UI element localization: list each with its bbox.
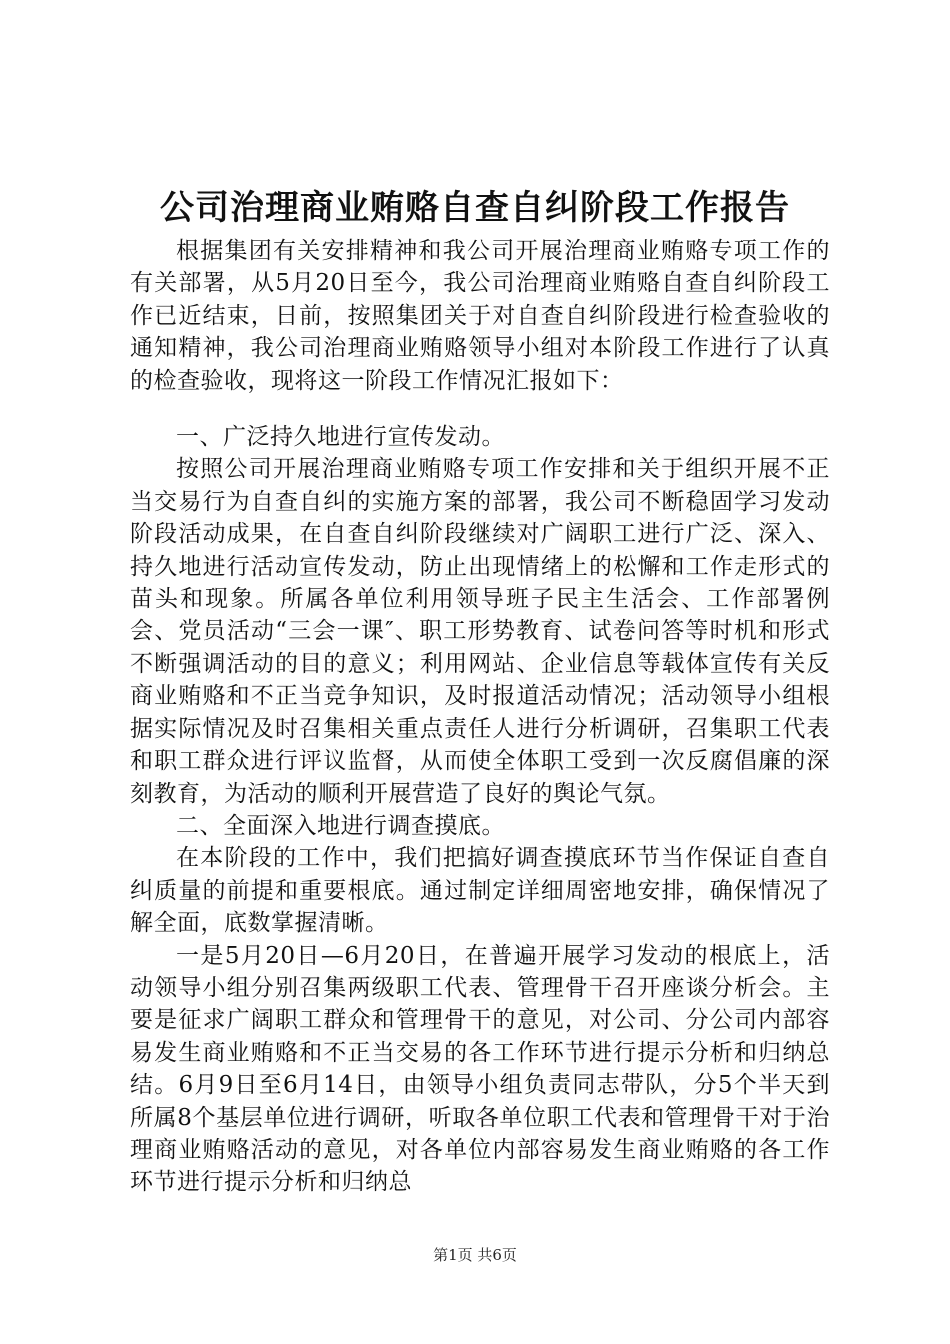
paragraph-publicity: 按照公司开展治理商业贿赂专项工作安排和关于组织开展不正当交易行为自查自纠的实施方案的部署，我公司不断稳固学习发动阶段活动成果，在自查自纠阶段继续对广阔职工进行广泛、深入、持久地进行活动宣传发动，防止出现情绪上的松懈和工作走形式的苗头和现象。所属各单位利用领导班子民主生活会、工作部署例会、党员活动“三会一课″、职工形势教育、试卷问答等时机和形式不断强调活动的目的意义；利用网站、企业信息等载体宣传有关反商业贿赂和不正当竞争知识，及时报道活动情况；活动领导小组根据实际情况及时召集相关重点责任人进行分析调研，召集职工代表和职工群众进行评议监督，从而使全体职工受到一次反腐倡廉的深刻教育，为活动的顺利开展营造了良好的舆论气氛。 [130, 456, 830, 807]
section-heading-2: 二、全面深入地进行调查摸底。 [176, 812, 505, 839]
document-body [130, 235, 830, 1199]
page-number-footer: 第1页 共6页 [433, 1246, 517, 1264]
paragraph-investigation: 在本阶段的工作中，我们把搞好调查摸底环节当作保证自查自纠质量的前提和重要根底。通过制定详细周密地安排，确保情况了解全面，底数掌握清晰。 [130, 845, 830, 937]
paragraph-intro: 根据集团有关安排精神和我公司开展治理商业贿赂专项工作的有关部署，从5月20日至今，我公司治理商业贿赂自查自纠阶段工作已近结束，日前，按照集团关于对自查自纠阶段进行检查验收的通知精神，我公司治理商业贿赂领导小组对本阶段工作进行了认真的检查验收，现将这一阶段工作情况汇报如下： [130, 238, 830, 394]
document-title: 公司治理商业贿赂自查自纠阶段工作报告 [160, 188, 790, 228]
paragraph-item-one: 一是5月20日—6月20日，在普遍开展学习发动的根底上，活动领导小组分别召集两级职工代表、管理骨干召开座谈分析会。主要是征求广阔职工群众和管理骨干的意见，对公司、分公司内部容易发生商业贿赂和不正当交易的各工作环节进行提示分析和归纳总结。6月9日至6月14日，由领导小组负责同志带队，分5个半天到所属8个基层单位进行调研，听取各单位职工代表和管理骨干对于治理商业贿赂活动的意见，对各单位内部容易发生商业贿赂的各工作环节进行提示分析和归纳总 [130, 942, 830, 1196]
section-heading-1: 一、广泛持久地进行宣传发动。 [176, 424, 505, 451]
